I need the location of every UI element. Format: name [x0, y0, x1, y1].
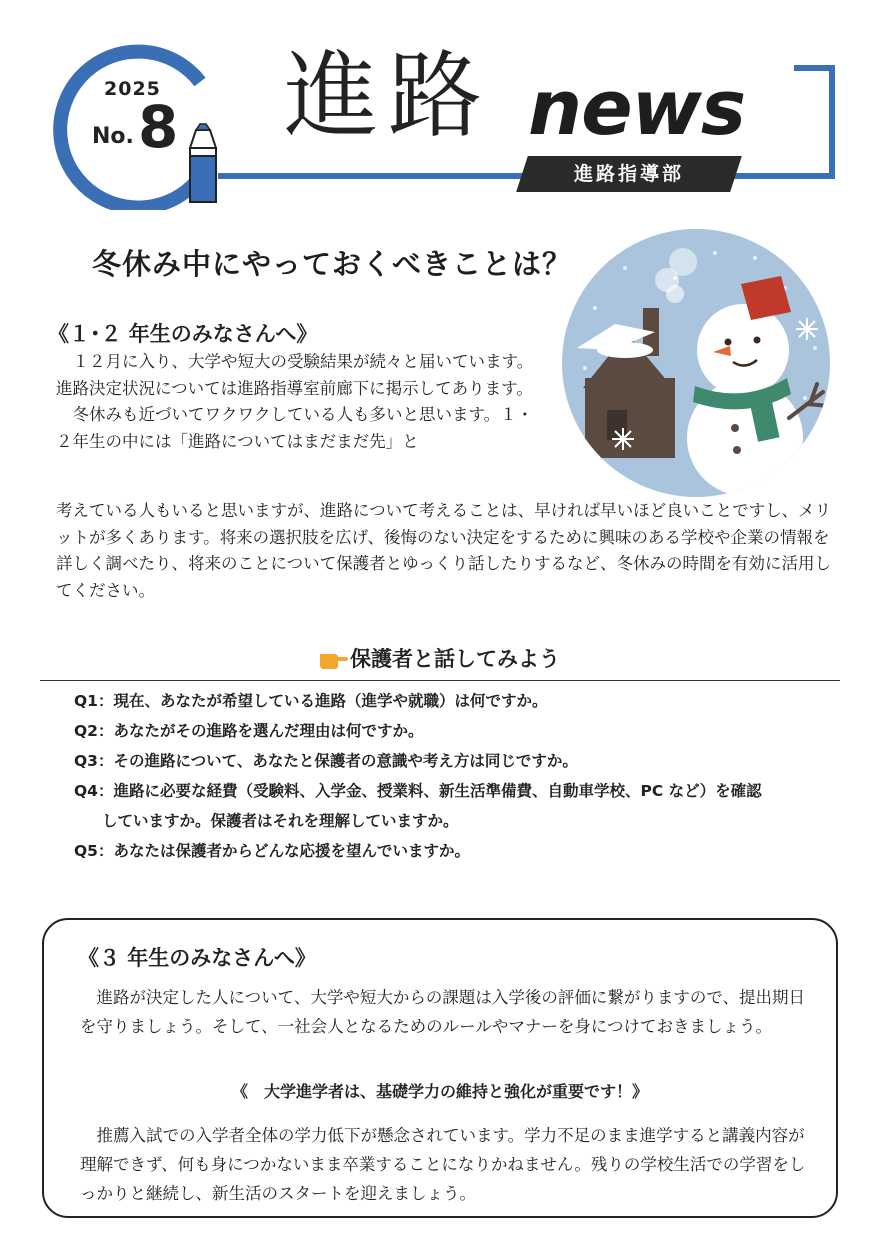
question-text: ：現在、あなたが希望している進路（進学や就職）は何ですか。 — [97, 692, 548, 710]
department-label: 進路指導部 — [573, 163, 684, 185]
question-label: Q4 — [74, 782, 98, 800]
section-12-paragraph-b: 考えている人もいると思いますが、進路について考えることは、早ければ早いほど良いことですし、メリットが多くあります。将来の選択肢を広げ、後悔のない決定をするために興味のある学校や企業の情報を詳しく調べたり、将来のことについて保護者とゆっくり話したりするなど、冬休みの時間を有効に活用してください。 — [56, 501, 832, 600]
section-3-paragraph-a: 進路が決定した人について、大学や短大からの課題は入学後の評価に繋がりますので、提出期日を守りましょう。そして、一社会人となるためのルールやマナーを身につけておきましょう。 — [80, 988, 806, 1036]
issue-prefix: No. — [92, 124, 134, 149]
question-label: Q2 — [74, 722, 98, 740]
guardian-title — [314, 643, 560, 673]
question-item — [74, 716, 834, 746]
section-3-subheading: 《 大学進学者は、基礎学力の維持と強化が重要です！》 — [231, 1082, 648, 1101]
title-kanji: 進路 — [284, 42, 493, 151]
question-label: Q3 — [74, 752, 98, 770]
section-12-paragraph-a: １２月に入り、大学や短大の受験結果が続々と届いています。進路決定状況については進路指導室前廊下に掲示してあります。 冬休みも近づいてワクワクしている人も多いと思います。１・２年生の中には「進路についてはまだまだ先」と — [56, 352, 534, 451]
question-item — [74, 746, 834, 776]
question-label: Q1 — [74, 692, 98, 710]
guardian-divider — [40, 680, 840, 681]
guardian-title-text: 保護者と話してみよう — [350, 647, 560, 671]
question-label: Q5 — [74, 842, 98, 860]
question-text: ：その進路について、あなたと保護者の意識や考え方は同じですか。 — [97, 752, 578, 770]
question-text: ：進路に必要な経費（受験料、入学金、授業料、新生活準備費、自動車学校、PC など）を確認 — [97, 782, 762, 800]
section-3-heading: 《３ 年生のみなさんへ》 — [78, 946, 316, 970]
title-news: news — [528, 63, 746, 152]
question-continuation: していますか。保護者はそれを理解していますか。 — [102, 812, 459, 830]
question-text: ：あなたは保護者からどんな応援を望んでいますか。 — [97, 842, 470, 860]
question-list — [74, 686, 834, 866]
section-3-paragraph-b: 推薦入試での入学者全体の学力低下が懸念されています。学力不足のまま進学すると講義内容が理解できず、何も身につかないまま卒業することになりかねません。残りの学校生活での学習をしっかりと継続し、新生活のスタートを迎えましょう。 — [80, 1126, 806, 1203]
question-item — [74, 776, 834, 806]
question-text: ：あなたがその進路を選んだ理由は何ですか。 — [97, 722, 424, 740]
question-item — [74, 836, 834, 866]
year-label: 2025 — [104, 78, 161, 100]
main-heading: 冬休み中にやっておくべきことは？ — [92, 247, 573, 281]
issue-number: 8 — [138, 93, 179, 161]
section-12-heading: 《１･２ 年生のみなさんへ》 — [48, 322, 318, 346]
snowman-illustration — [555, 228, 837, 498]
question-item — [74, 686, 834, 716]
